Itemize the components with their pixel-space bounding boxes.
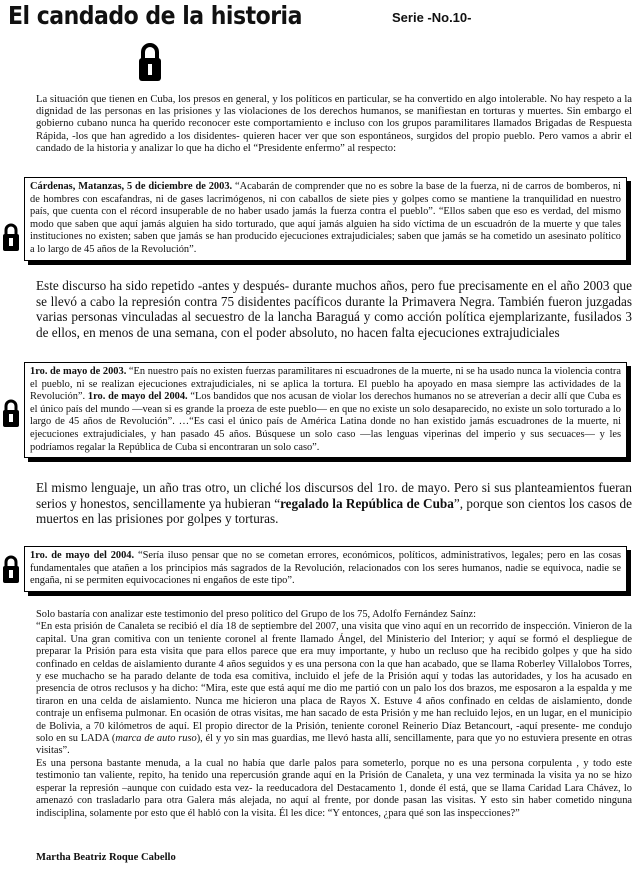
commentary-paragraph-2 xyxy=(36,480,632,527)
quote-text: “Acabarán de comprender que no es sobre la base de la fuerza, ni de carros de bomberos, ni de hombres con escafandras, ni de gases lacrimógenos, ni con caballos de siete pies y golpes como se mantiene la tranquilidad en nuestro país, que cuenta con el récord insuperable de no haber usado jamás la fuerza contra el pueblo”. “Ellos saben que eso es verdad, del mismo modo que saben que aquí jamás alguien ha sido torturado, que aquí jamás alguien ha sido víctima de un escuadrón de la muerte y que tales instituciones no existen; saben que jamás se han producido ejecuciones extrajudiciales; saben que jamás se ha cometido un asesinato político a lo largo de 45 años de la Revolución”. xyxy=(30,181,622,255)
intro-paragraph: La situación que tienen en Cuba, los presos en general, y los políticos en particular, se ha convertido en algo intolerable. No hay respeto a la dignidad de las personas en las prisiones y las violaciones de los derechos humanos, se manifiestan en torturas y muertes. Sin embargo el gobierno cubano nunca ha querido reconocer este comportamiento e incluso con los grupos paramilitares llamados Brigadas de Respuesta Rápida, -los que han agredido a los disidentes- quieren hacer ver que son espontáneos, surgidos del propio pueblo. Pero vamos a abrir el candado de la historia y analizar lo que ha dicho el “Presidente enfermo” al respecto: xyxy=(36,94,632,154)
padlock-icon xyxy=(2,222,20,257)
quote-box-may-day xyxy=(24,362,627,458)
testimony-text: “En esta prisión de Canaleta se recibió el día 18 de septiembre del 2007, una visita que vino aquí en un recorrido de inspección. Vinieron de la capital. Una gran comitiva con un teniente coronel al frente llamado Ángel, del Ministerio del Interior; y aquí se formó el despliegue de preparar la Prisión para esta visita que para ellos parece que era muy importante, y hubo un recluso que ha recibido golpes y que ha sido confinado en celdas de aislamiento durante 4 años seguidos y es una persona con la que han acabado, que se llama Roberley Villalobos Torres, y ese muchacho se ha parado delante de toda esa comitiva, incluido el jefe de la Prisión aquí y todas las autoridades, y los ha acusado en presencia de otros reclusos y ha dicho: “Mira, este que está aquí me dio me partió con un palo los dos brazos, me esposaron a la espalda y me tiraron en una celda de aislamiento. Nunca me hicieron una placa de Rayos X. Estuve 4 años confinado en celdas de aislamiento, donde contraje un enfisema pulmonar. En ocasión de otras visitas, me han sacado de esta Prisión y me han recluido lejos, en un lugar, en el municipio de Bolivia, a 70 kilómetros de aquí. El propio director de la Prisión, teniente coronel Reinerio Díaz Betancourt, -aquí presente- me condujo solo en su LADA ( xyxy=(36,621,632,745)
commentary-emphasis: regalado la República de Cuba xyxy=(280,495,454,511)
testimony-italic: marca de auto ruso xyxy=(115,733,197,745)
commentary-paragraph-1: Este discurso ha sido repetido -antes y después- durante muchos años, pero fue precisamente en el año 2003 que se llevó a cabo la represión contra 75 disidentes pacíficos durante la Primavera Negra. También fueron juzgadas varias personas vinculadas al secuestro de la lancha Baraguá y como acción política ejemplarizante, fusilados 3 de ellos, en menos de una semana, con el poder absoluto, no hacen falta ejecuciones extrajudiciales xyxy=(36,278,632,340)
quote-date: 1ro. de mayo del 2004. xyxy=(87,391,188,403)
quote-box-2003-december xyxy=(24,177,627,261)
testimony-paragraph: Es una persona bastante menuda, a la cual no había que darle palos para someterlo, porque no es una persona corpulenta , y todo este testimonio tan valiente, repito, ha tenido una repercusión grande aquí en la Prisión de Canaleta, y una vez terminada la visita ya no se hizo esperar la represión –aunque con cuidado esta vez- la reeducadora del Destacamento 1, donde él está, que se llama Caridad Lara Chávez, lo amenazó con trasladarlo para otra Galera más alejada, no aquí al frente, por donde pasan las visitas. Y esto sin haber cometido ninguna indisciplina, solamente por esto que él habló con la visita. Él les dice: “Y entonces, ¿para qué son las inspecciones?” xyxy=(36,757,632,819)
testimony-paragraph xyxy=(36,621,632,757)
testimony-intro: Solo bastaría con analizar este testimonio del preso político del Grupo de los 75, Adolfo Fernández Saínz: xyxy=(36,609,477,620)
quote-text: “En nuestro país no existen fuerzas paramilitares ni escuadrones de la muerte, ni se ha usado nunca la violencia contra el pueblo, ni se realizan ejecuciones extrajudiciales, ni se aplica la tortura. El pueblo ha apoyado en masa siempre las actividades de la Revolución”. xyxy=(30,366,621,403)
quote-date: 1ro. de mayo del 2004. xyxy=(30,550,135,561)
commentary-text: ”, porque son cientos los casos de muertos en las prisiones por golpes y torturas. xyxy=(36,495,632,527)
testimony-text: ), él y yo sin mas guardias, me llevó hasta allí, sencillamente, para que yo no estuviera presente en otras visitas”. xyxy=(36,733,632,757)
quote-date: 1ro. de mayo de 2003. xyxy=(30,366,127,377)
author-signature: Martha Beatriz Roque Cabello xyxy=(36,852,176,863)
quote-box-2004 xyxy=(24,546,627,592)
testimony-section xyxy=(36,609,632,820)
header-title: El candado de la historia xyxy=(8,2,302,31)
padlock-icon xyxy=(138,42,162,87)
padlock-icon xyxy=(2,554,20,589)
padlock-icon xyxy=(2,398,20,433)
series-number: Serie -No.10- xyxy=(392,10,472,25)
commentary-text: El mismo lenguaje, un año tras otro, un cliché los discursos del 1ro. de mayo. Pero si sus planteamientos fueran serios y honestos, sencillamente ya hubieran “ xyxy=(36,480,632,511)
quote-date: Cárdenas, Matanzas, 5 de diciembre de 2003. xyxy=(30,181,233,192)
quote-text: “Sería iluso pensar que no se cometan errores, económicos, políticos, administrativos, legales; pero en las cosas fundamentales que atañen a los principios más sagrados de la Revolución, relacionados con los seres humanos, nadie se equivoca, nadie se engaña, ni se permiten equivocaciones ni engaños de este tipo”. xyxy=(30,550,622,587)
quote-text: “Los bandidos que nos acusan de violar los derechos humanos no se atreverían a decir allí que Cuba es el único país del mundo —vean si es grande la proeza de este pueblo— en que no existe un solo desaparecido, no existe un solo torturado a lo largo de 45 años de Revolución”. …“Es casi el único país de América Latina donde no han existido jamás escuadrones de la muerte, ni ejecuciones extrajudiciales, y han pasado 45 años. Búsquese un solo caso —las lenguas viperinas del imperio y sus secuaces— y les podríamos regalar la República de Cuba si encontraran un solo caso”. xyxy=(30,391,622,453)
